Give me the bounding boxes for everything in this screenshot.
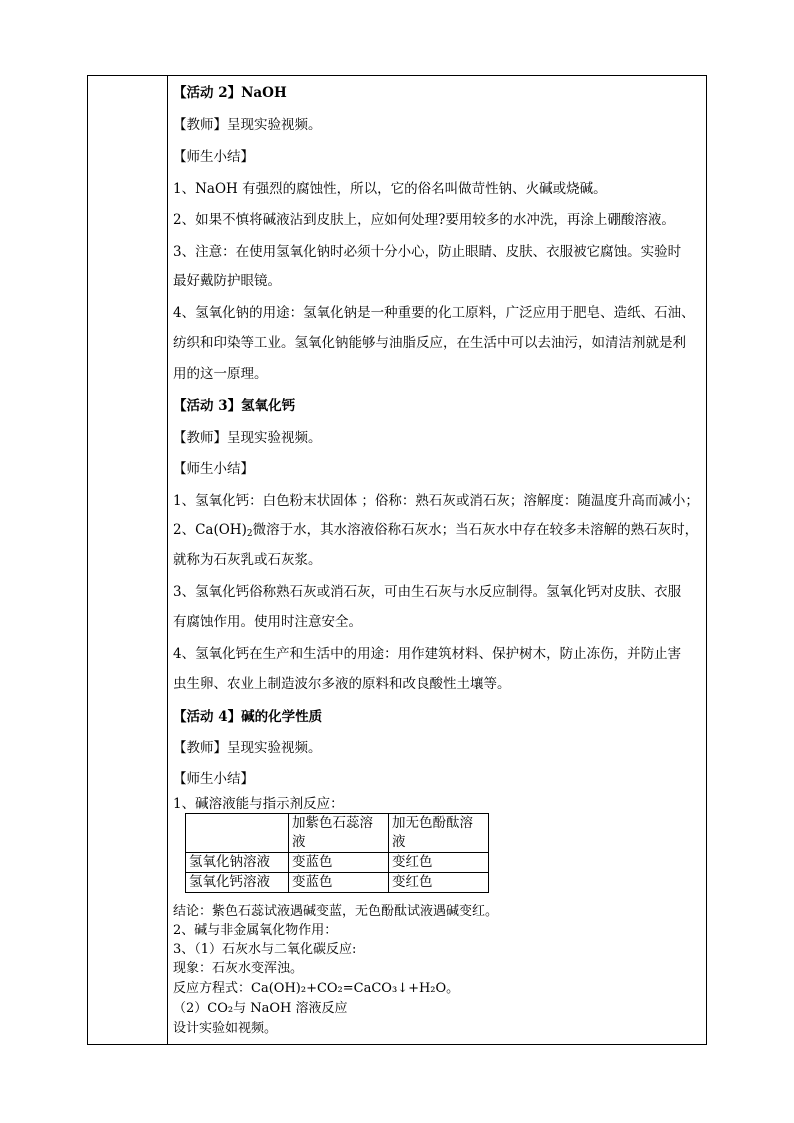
table-header-cell <box>186 814 289 853</box>
activity3-point1: 1、氢氧化钙：白色粉末状固体 ；俗称：熟石灰或消石灰；溶解度：随温度升高而减小； <box>173 493 699 509</box>
activity2-summary: 【师生小结】 <box>173 149 254 165</box>
equation-label: 反应方程式： <box>173 981 252 996</box>
activity3-point4-line2: 虫生卵、农业上制造波尔多液的原料和改良酸性土壤等。 <box>173 676 511 692</box>
activity2-point1: 1、NaOH 有强烈的腐蚀性，所以，它的俗名叫做苛性钠、火碱或烧碱。 <box>173 181 607 197</box>
activity3-point2-line1 <box>173 522 698 538</box>
activity4-design: 设计实验如视频。 <box>173 1021 278 1036</box>
activity3-point2-rest: 微溶于水，其水溶液俗称石灰水；当石灰水中存在较多未溶解的熟石灰时， <box>252 522 699 538</box>
indicator-table <box>185 813 489 893</box>
activity2-teacher: 【教师】呈现实验视频。 <box>173 117 322 133</box>
equation-formula: Ca(OH)₂+CO₂=CaCO₃↓+H₂O。 <box>251 981 460 996</box>
table-cell: 变红色 <box>389 853 489 873</box>
activity2-point4-line2: 纺织和印染等工业。氢氧化钠能够与油脂反应，在生活中可以去油污，如清洁剂就是利 <box>173 335 686 351</box>
activity2-point4-line1: 4、氢氧化钠的用途：氢氧化钠是一种重要的化工原料，广泛应用于肥皂、造纸、石油、 <box>173 305 695 321</box>
activity3-point2-line2: 就称为石灰乳或石灰浆。 <box>173 552 322 568</box>
activity4-heading: 【活动 4】碱的化学性质 <box>173 709 323 725</box>
table-cell: 氢氧化钠溶液 <box>186 853 289 873</box>
activity3-point2-prefix: 2、Ca(OH) <box>173 522 247 538</box>
activity4-summary: 【师生小结】 <box>173 771 254 787</box>
indicator-table-header <box>186 814 489 853</box>
activity3-point4-line1: 4、氢氧化钙在生产和生活中的用途：用作建筑材料、保护树木，防止冻伤，并防止害 <box>173 646 682 662</box>
table-header-cell: 加无色酚酞溶液 <box>389 814 489 853</box>
activity2-heading: 【活动 2】NaOH <box>173 85 287 101</box>
table-cell: 氢氧化钙溶液 <box>186 873 289 893</box>
left-column <box>88 76 168 1044</box>
activity3-heading: 【活动 3】氢氧化钙 <box>173 398 296 414</box>
table-cell: 变蓝色 <box>289 873 389 893</box>
activity3-point3-line1: 3、氢氧化钙俗称熟石灰或消石灰，可由生石灰与水反应制得。氢氧化钙对皮肤、衣服 <box>173 584 682 600</box>
activity4-conclusion: 结论：紫色石蕊试液遇碱变蓝，无色酚酞试液遇碱变红。 <box>173 904 499 919</box>
activity2-point2: 2、如果不慎将碱液沾到皮肤上，应如何处理?要用较多的水冲洗，再涂上硼酸溶液。 <box>173 212 675 228</box>
activity4-phenomenon: 现象：石灰水变浑浊。 <box>173 961 304 976</box>
lesson-table <box>87 75 707 1045</box>
activity3-point2-subscript: 2 <box>246 529 253 539</box>
activity3-teacher: 【教师】呈现实验视频。 <box>173 430 322 446</box>
table-row <box>186 853 489 873</box>
table-cell: 变红色 <box>389 873 489 893</box>
activity4-teacher: 【教师】呈现实验视频。 <box>173 740 322 756</box>
activity4-equation <box>173 981 459 997</box>
table-header-cell: 加紫色石蕊溶液 <box>289 814 389 853</box>
activity4-point2: 2、碱与非金属氧化物作用： <box>173 923 338 938</box>
activity3-summary: 【师生小结】 <box>173 461 254 477</box>
activity4-point3b: （2）CO₂与 NaOH 溶液反应 <box>173 1001 348 1016</box>
activity3-point3-line2: 有腐蚀作用。使用时注意安全。 <box>173 614 362 630</box>
activity2-point4-line3: 用的这一原理。 <box>173 366 268 382</box>
activity2-point3-line2: 最好戴防护眼镜。 <box>173 273 281 289</box>
table-cell: 变蓝色 <box>289 853 389 873</box>
table-row <box>186 873 489 893</box>
activity4-point3: 3、（1）石灰水与二氧化碳反应: <box>173 942 357 957</box>
activity2-point3-line1: 3、注意：在使用氢氧化钠时必须十分小心，防止眼睛、皮肤、衣服被它腐蚀。实验时 <box>173 244 682 260</box>
activity4-point1: 1、碱溶液能与指示剂反应： <box>173 796 344 812</box>
